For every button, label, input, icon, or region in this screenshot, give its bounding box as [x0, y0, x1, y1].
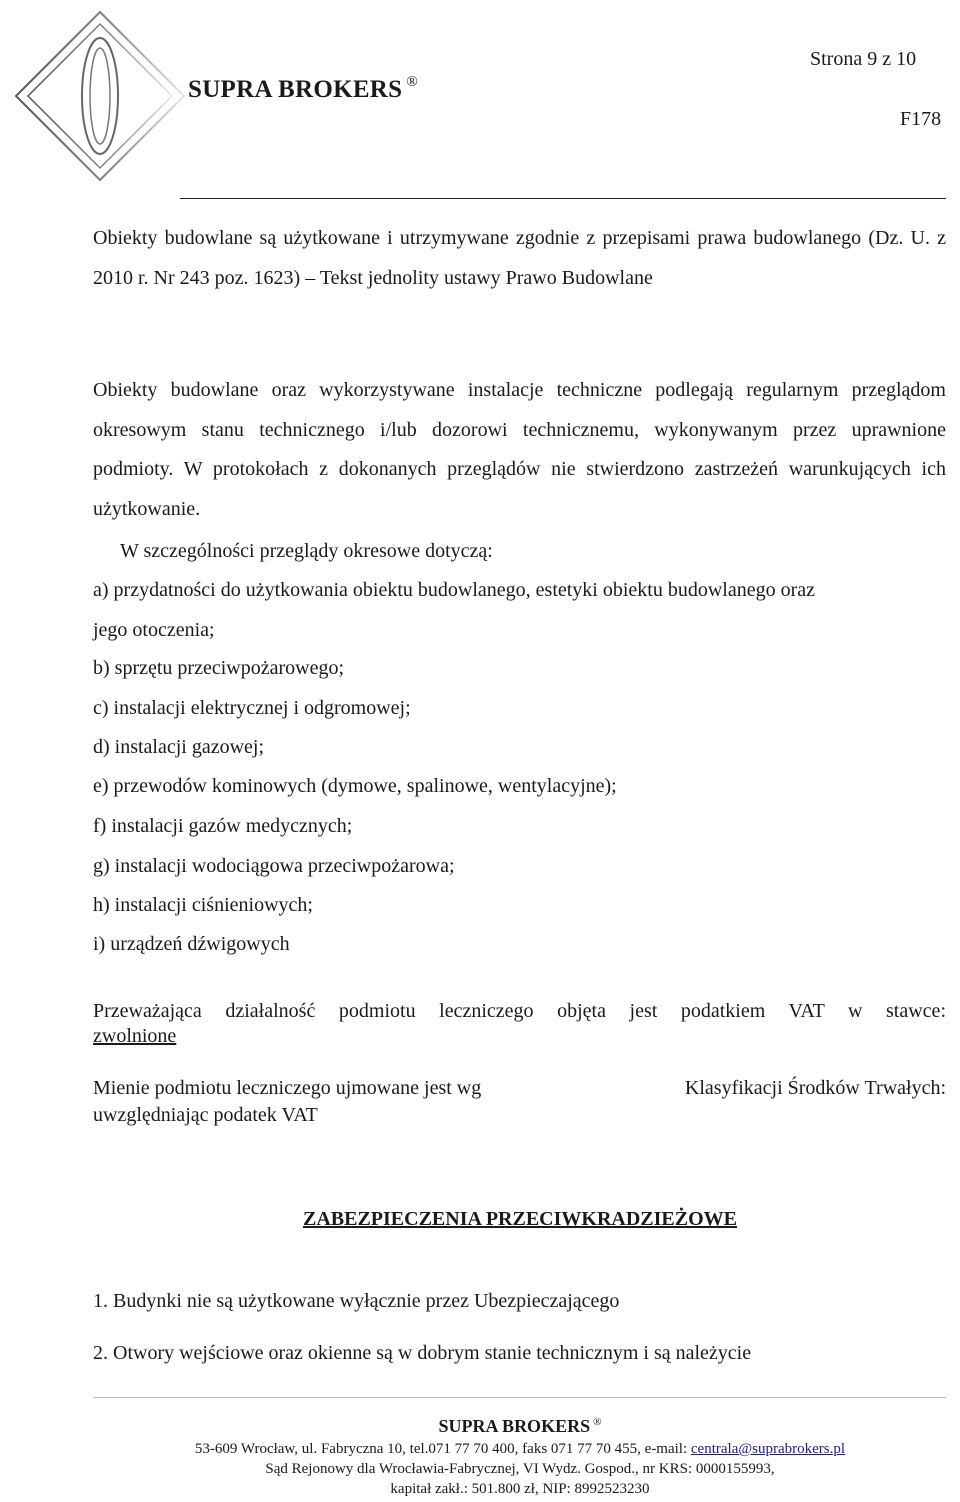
list-item-i: i) urządzeń dźwigowych	[93, 933, 290, 955]
header-divider	[180, 198, 946, 199]
footer-divider	[93, 1397, 946, 1398]
registered-mark: ®	[406, 74, 419, 90]
footer-brand	[0, 1416, 960, 1437]
inspections-paragraph: Obiekty budowlane oraz wykorzystywane instalacje techniczne podlegają regularnym przeglądom okresowym stanu technicznego i/lub dozorowi technicznemu, wykonywanym przez uprawnione podmioty. W protokołach z dokonanych przeglądów nie stwierdzono zastrzeżeń warunkujących ich użytkowanie.	[93, 379, 946, 520]
form-code: F178	[900, 108, 942, 130]
assets-statement-left: Mienie podmiotu leczniczego ujmowane jest wg	[93, 1077, 482, 1099]
point-1: 1. Budynki nie są użytkowane wyłącznie przez Ubezpieczającego	[93, 1290, 620, 1312]
list-item-h: h) instalacji ciśnieniowych;	[93, 894, 313, 916]
list-item-b: b) sprzętu przeciwpożarowego;	[93, 657, 344, 679]
header-brand	[188, 74, 418, 104]
list-item-e: e) przewodów kominowych (dymowe, spalinowe, wentylacyjne);	[93, 775, 617, 797]
list-item-a: a) przydatności do użytkowania obiektu budowlanego, estetyki obiektu budowlanego oraz	[93, 579, 816, 601]
building-law-paragraph: Obiekty budowlane są użytkowane i utrzymywane zgodnie z przepisami prawa budowlanego (Dz. U. z 2010 r. Nr 243 poz. 1623) – Tekst jednolity ustawy Prawo Budowlane	[93, 227, 946, 289]
footer-registered-mark: ®	[593, 1416, 602, 1428]
page-number: Strona 9 z 10	[810, 48, 917, 70]
logo-diamond-icon	[12, 8, 192, 188]
assets-statement-right: Klasyfikacji Środków Trwałych:	[684, 1077, 946, 1099]
section-heading-anti-theft: ZABEZPIECZENIA PRZECIWKRADZIEŻOWE	[303, 1208, 737, 1230]
list-item-a-continued: jego otoczenia;	[93, 619, 215, 641]
footer-address-text: 53-609 Wrocław, ul. Fabryczna 10, tel.071 77 70 400, faks 071 77 70 455, e-mail:	[194, 1441, 688, 1457]
list-item-g: g) instalacji wodociągowa przeciwpożarowa;	[93, 855, 455, 877]
vat-value: zwolnione	[93, 1025, 177, 1047]
list-item-f: f) instalacji gazów medycznych;	[93, 815, 353, 837]
vat-statement: Przeważająca działalność podmiotu leczniczego objęta jest podatkiem VAT w stawce:	[93, 1000, 946, 1022]
footer-address	[0, 1441, 960, 1458]
header-brand-name: SUPRA BROKERS	[188, 76, 403, 103]
footer-email-link[interactable]: centrala@suprabrokers.pl	[690, 1441, 846, 1457]
point-2: 2. Otwory wejściowe oraz okienne są w dobrym stanie technicznym i są należycie	[93, 1342, 752, 1364]
assets-statement-continued: uwzględniając podatek VAT	[93, 1104, 318, 1126]
list-item-d: d) instalacji gazowej;	[93, 736, 265, 758]
company-logo	[12, 8, 192, 188]
footer-brand-name: SUPRA BROKERS	[438, 1416, 591, 1436]
list-item-c: c) instalacji elektrycznej i odgromowej;	[93, 697, 411, 719]
inspections-intro: W szczególności przeglądy okresowe dotyczą:	[120, 540, 493, 562]
footer-court: Sąd Rejonowy dla Wrocławia-Fabrycznej, VI Wydz. Gospod., nr KRS: 0000155993,	[265, 1461, 775, 1477]
footer-capital: kapitał zakł.: 501.800 zł, NIP: 8992523230	[390, 1481, 650, 1497]
